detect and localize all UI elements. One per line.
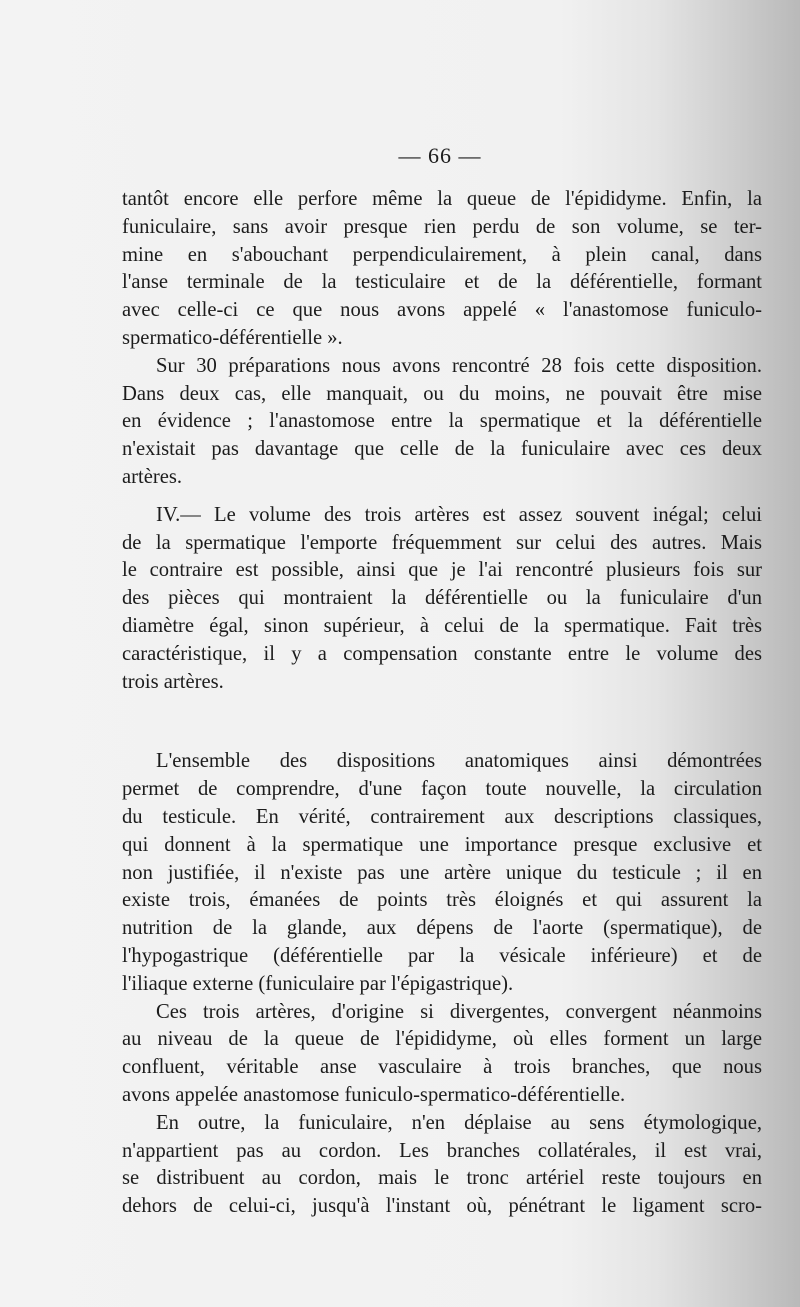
page-number: — 66 —: [398, 143, 482, 168]
text-line: en évidence ; l'anastomose entre la spermatique et la déférentielle: [122, 410, 762, 433]
text-line: qui donnent à la spermatique une importance presque exclusive et: [122, 833, 762, 856]
text-line: nutrition de la glande, aux dépens de l'aorte (spermatique), de: [122, 917, 762, 940]
text-line: avons appelée anastomose funiculo-spermatico-déférentielle.: [122, 1083, 626, 1106]
text-line: le contraire est possible, ainsi que je l'ai rencontré plusieurs fois sur: [122, 559, 762, 582]
paragraph-volume-arteres: [122, 502, 762, 697]
text-line: L'ensemble des dispositions anatomiques ainsi démontrées: [156, 750, 762, 773]
text-line: l'anse terminale de la testiculaire et de la déférentielle, formant: [122, 271, 762, 294]
text-line: avec celle-ci ce que nous avons appelé « l'anastomose funiculo-: [122, 299, 762, 322]
text-line: dehors de celui-ci, jusqu'à l'instant où, pénétrant le ligament scro-: [122, 1195, 762, 1218]
text-line: spermatico-déférentielle ».: [122, 326, 343, 349]
text-line: du testicule. En vérité, contrairement aux descriptions classiques,: [122, 805, 762, 828]
text-line: l'hypogastrique (déférentielle par la vésicale inférieure) et de: [122, 944, 762, 967]
text-line: n'appartient pas au cordon. Les branches collatérales, il est vrai,: [122, 1139, 762, 1162]
text-line: permet de comprendre, d'une façon toute nouvelle, la circulation: [122, 778, 762, 801]
text-line: se distribuent au cordon, mais le tronc artériel reste toujours en: [122, 1167, 762, 1190]
text-line: diamètre égal, sinon supérieur, à celui de la spermatique. Fait très: [122, 614, 762, 637]
text-line: Dans deux cas, elle manquait, ou du moins, ne pouvait être mise: [122, 382, 762, 405]
text-line: de la spermatique l'emporte fréquemment sur celui des autres. Mais: [122, 531, 762, 554]
paragraph-preparations: [122, 353, 762, 492]
text-line: Ces trois artères, d'origine si divergentes, convergent néanmoins: [156, 1000, 762, 1023]
text-line: IV.— Le volume des trois artères est assez souvent inégal; celui: [156, 503, 762, 526]
text-line: mine en s'abouchant perpendiculairement, à plein canal, dans: [122, 243, 762, 266]
text-line: des pièces qui montraient la déférentielle ou la funiculaire d'un: [122, 587, 762, 610]
paragraph-anastomose-intro: [122, 186, 762, 353]
text-line: tantôt encore elle perfore même la queue de l'épididyme. Enfin, la: [122, 188, 762, 210]
text-line: confluent, véritable anse vasculaire à trois branches, que nous: [122, 1056, 762, 1079]
text-line: trois artères.: [122, 670, 224, 693]
text-line: l'iliaque externe (funiculaire par l'épigastrique).: [122, 972, 514, 995]
text-line: artères.: [122, 465, 183, 488]
text-line: non justifiée, il n'existe pas une artère unique du testicule ; il en: [122, 861, 762, 884]
text-line: En outre, la funiculaire, n'en déplaise au sens étymologique,: [156, 1111, 762, 1134]
text-line: n'existait pas davantage que celle de la funiculaire avec ces deux: [122, 438, 762, 461]
text-line: Sur 30 préparations nous avons rencontré 28 fois cette disposition.: [156, 354, 762, 377]
paragraph-ensemble: [122, 748, 762, 998]
body-text: [122, 186, 762, 1221]
text-line: funiculaire, sans avoir presque rien perdu de son volume, se ter-: [122, 215, 762, 238]
paragraph-convergence: [122, 999, 762, 1110]
text-line: caractéristique, il y a compensation constante entre le volume des: [122, 642, 762, 665]
text-line: existe trois, émanées de points très éloignés et qui assurent la: [122, 889, 762, 912]
paragraph-funiculaire-cordon: [122, 1110, 762, 1221]
text-line: au niveau de la queue de l'épididyme, où elles forment un large: [122, 1028, 762, 1051]
